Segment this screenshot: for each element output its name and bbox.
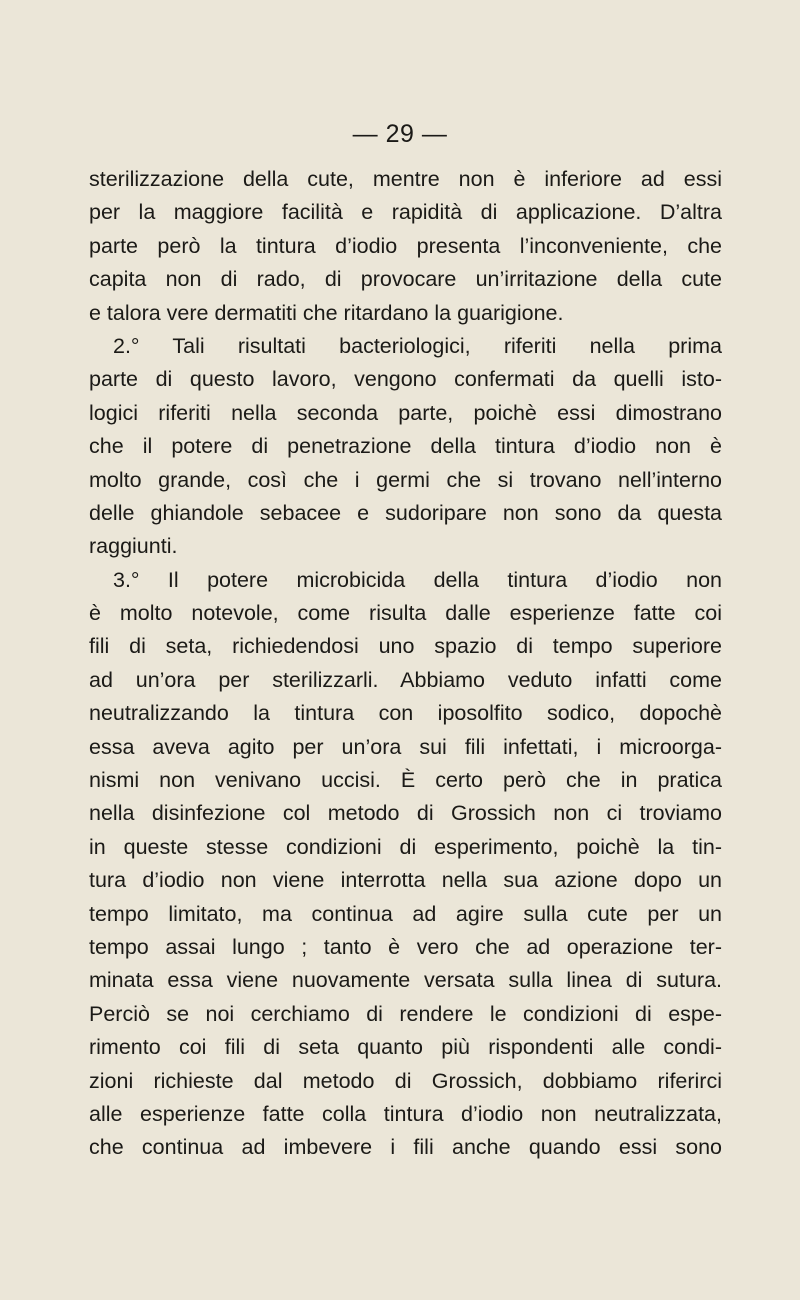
text-line: raggiunti. [89,534,178,559]
text-line: ad un’ora per sterilizzarli. Abbiamo veduto infatti come [89,667,722,692]
text-line: rimento coi fili di seta quanto più rispondenti alle condi- [89,1035,722,1060]
text-line: alle esperienze fatte colla tintura d’iodio non neutralizzata, [89,1101,722,1126]
text-line: nismi non venivano uccisi. È certo però che in pratica [89,768,722,793]
text-line: parte però la tintura d’iodio presenta l’inconveniente, che [89,233,722,258]
text-line: che continua ad imbevere i fili anche quando essi sono [89,1135,722,1160]
text-line: sterilizzazione della cute, mentre non è inferiore ad essi [89,167,722,191]
text-line: e talora vere dermatiti che ritardano la guarigione. [89,300,564,325]
text-line: tempo limitato, ma continua ad agire sulla cute per un [89,901,722,926]
text-line: tura d’iodio non viene interrotta nella sua azione dopo un [89,868,722,893]
text-line: che il potere di penetrazione della tintura d’iodio non è [89,434,722,459]
text-line: è molto notevole, come risulta dalle esperienze fatte coi [89,601,722,626]
text-line: minata essa viene nuovamente versata sulla linea di sutura. [89,968,722,993]
text-line: zioni richieste dal metodo di Grossich, dobbiamo riferirci [89,1068,722,1093]
text-line: 2.° Tali risultati bacteriologici, riferiti nella prima [113,333,722,358]
text-line: neutralizzando la tintura con iposolfito sodico, dopochè [89,701,722,726]
text-line: molto grande, così che i germi che si trovano nell’interno [89,467,722,492]
text-line: essa aveva agito per un’ora sui fili infettati, i microorga- [89,734,722,759]
text-line: Perciò se noi cerchiamo di rendere le condizioni di espe- [89,1001,722,1026]
text-line: 3.° Il potere microbicida della tintura d’iodio non [113,567,722,592]
text-line: tempo assai lungo ; tanto è vero che ad operazione ter- [89,934,722,959]
body-text [89,163,722,1165]
text-line: capita non di rado, di provocare un’irritazione della cute [89,267,722,292]
text-line: logici riferiti nella seconda parte, poichè essi dimostrano [89,400,722,425]
page-number: — 29 — [352,120,448,148]
text-line: delle ghiandole sebacee e sudoripare non sono da questa [89,500,722,525]
text-line: nella disinfezione col metodo di Grossich non ci troviamo [89,801,722,826]
text-line: per la maggiore facilità e rapidità di applicazione. D’altra [89,200,722,225]
text-line: in queste stesse condizioni di esperimento, poichè la tin- [89,834,722,859]
text-line: fili di seta, richiedendosi uno spazio di tempo superiore [89,634,722,659]
text-line: parte di questo lavoro, vengono confermati da quelli isto- [89,367,722,392]
